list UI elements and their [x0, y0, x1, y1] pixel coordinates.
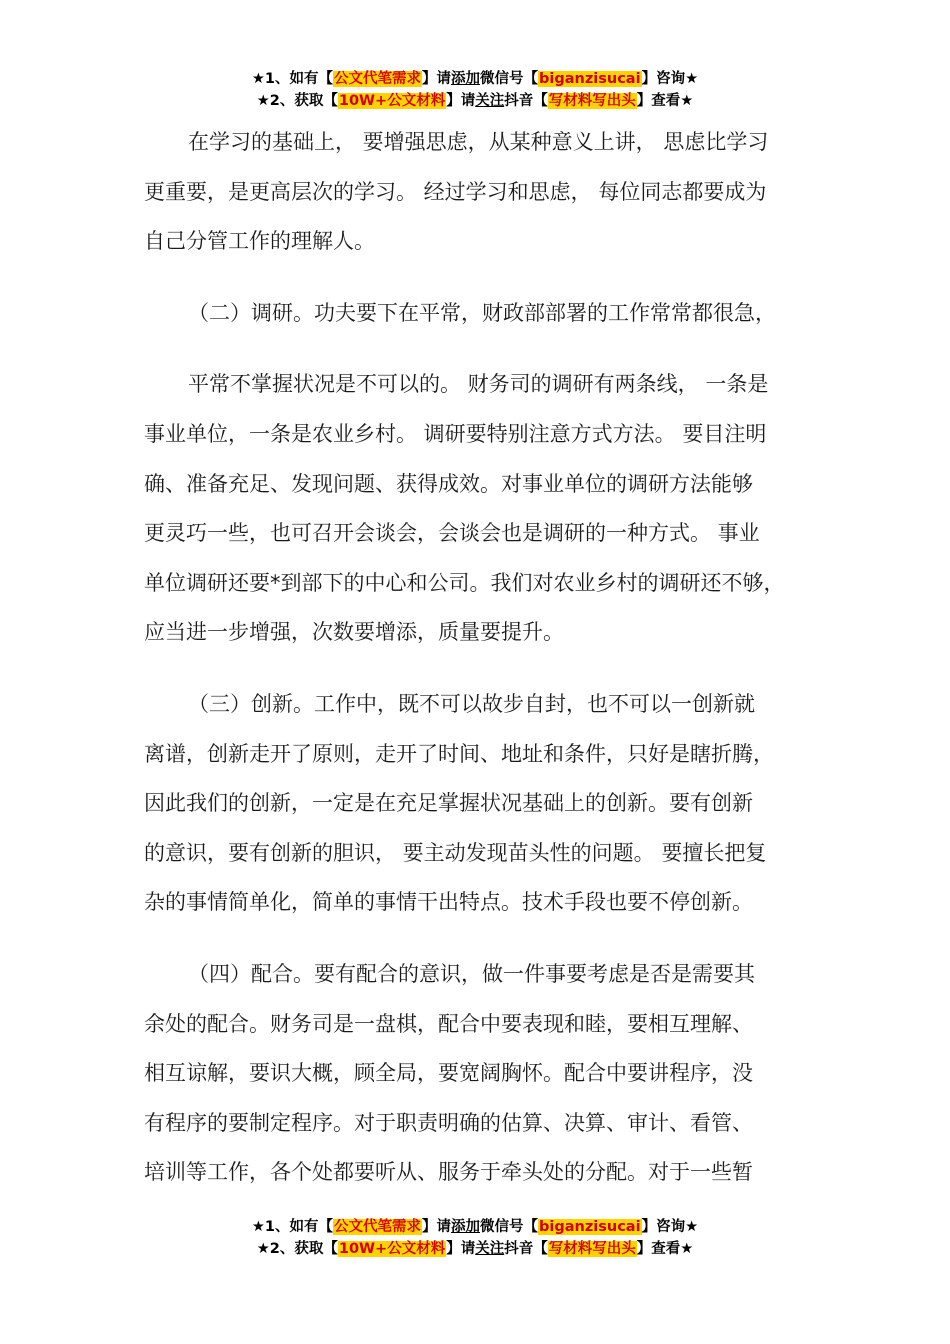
text-line: 相互谅解，要识大概，顾全局，要宽阔胸怀。配合中要讲程序，没 [144, 1061, 753, 1086]
header-banner [0, 68, 950, 112]
banner-line-2 [0, 90, 950, 112]
paragraph-gap [144, 658, 834, 680]
banner-text: 】查看★ [636, 1241, 694, 1257]
text-line: 培训等工作，各个处都要听从、服务于牵头处的分配。对于一些暂 [144, 1160, 753, 1185]
paragraph-gap [144, 338, 834, 360]
banner-text: ★1、如有【 [251, 1219, 334, 1235]
banner-underline: 关注 [475, 93, 505, 109]
banner-text: ★2、获取【 [256, 93, 338, 109]
text-line: 更灵巧一些，也可召开会谈会，会谈会也是调研的一种方式。 事业 [144, 521, 760, 546]
text-line: 确、准备充足、发现问题、获得成效。对事业单位的调研方法能够 [144, 471, 753, 496]
banner-text: 】咨询★ [641, 71, 699, 87]
banner-text: ★2、获取【 [256, 1241, 338, 1257]
document-body [144, 118, 834, 1198]
section-heading-research: （二）调研。功夫要下在平常，财政部部署的工作常常都很急， [188, 300, 776, 325]
banner-highlight: biganzisucai [539, 71, 641, 87]
footer-banner [0, 1216, 950, 1260]
banner-text: ★1、如有【 [251, 71, 334, 87]
text-line: 在学习的基础上， 要增强思虑，从某种意义上讲， 思虑比学习 [188, 130, 769, 154]
text-line: 杂的事情简单化，简单的事情干出特点。技术手段也要不停创新。 [144, 890, 753, 915]
text-line: 应当进一步增强，次数要增添，质量要提升。 [144, 620, 564, 645]
paragraph-gap [144, 267, 834, 289]
banner-highlight: 写材料写出头 [548, 93, 636, 109]
paragraph-3 [144, 680, 834, 928]
text-line: 离谱，创新走开了原则，走开了时间、地址和条件，只好是瞎折腾， [144, 741, 774, 766]
paragraph-gap [144, 928, 834, 950]
section-heading-cooperation: （四）配合。要有配合的意识，做一件事要考虑是否是需要其 [188, 961, 755, 986]
banner-line-1 [0, 68, 950, 90]
text-line: 的意识，要有创新的胆识， 要主动发现苗头性的问题。 要擅长把复 [144, 840, 767, 865]
text-line: 事业单位，一条是农业乡村。 调研要特别注意方式方法。 要目注明 [144, 421, 767, 446]
banner-highlight: 公文代笔需求 [334, 71, 422, 87]
banner-underline: 关注 [475, 1241, 505, 1257]
banner-highlight: 10W+公文材料 [338, 93, 446, 109]
text-line: 更重要，是更高层次的学习。 经过学习和思虑， 每位同志都要成为 [144, 179, 767, 204]
banner-underline: 添加 [451, 1219, 481, 1235]
banner-text: 抖音【 [504, 1241, 548, 1257]
banner-text: 】请 [422, 71, 452, 87]
paragraph-2 [144, 360, 834, 658]
banner-text: 】请 [446, 93, 476, 109]
paragraph-2-heading [144, 289, 834, 339]
banner-text: 】查看★ [636, 93, 694, 109]
banner-text: 】咨询★ [641, 1219, 699, 1235]
banner-line-1 [0, 1216, 950, 1238]
banner-text: 微信号【 [480, 71, 539, 87]
banner-highlight: 10W+公文材料 [338, 1241, 446, 1257]
banner-text: 微信号【 [480, 1219, 539, 1235]
text-line: 自己分管工作的理解人。 [144, 229, 375, 254]
text-line: 因此我们的创新，一定是在充足掌握状况基础上的创新。要有创新 [144, 791, 753, 816]
banner-text: 】请 [422, 1219, 452, 1235]
text-line: 单位调研还要*到部下的中心和公司。我们对农业乡村的调研还不够， [144, 570, 785, 595]
section-heading-innovation: （三）创新。工作中，既不可以故步自封，也不可以一创新就 [188, 691, 755, 716]
text-line: 平常不掌握状况是不可以的。 财务司的调研有两条线， 一条是 [188, 372, 769, 397]
banner-line-2 [0, 1238, 950, 1260]
paragraph-1 [144, 118, 834, 267]
banner-text: 】请 [446, 1241, 476, 1257]
text-line: 余处的配合。财务司是一盘棋，配合中要表现和睦，要相互理解、 [144, 1011, 753, 1036]
banner-highlight: 写材料写出头 [548, 1241, 636, 1257]
banner-highlight: 公文代笔需求 [334, 1219, 422, 1235]
banner-underline: 添加 [451, 71, 481, 87]
banner-text: 抖音【 [504, 93, 548, 109]
text-line: 有程序的要制定程序。对于职责明确的估算、决算、审计、看管、 [144, 1110, 753, 1135]
paragraph-4 [144, 950, 834, 1198]
banner-highlight: biganzisucai [539, 1219, 641, 1235]
